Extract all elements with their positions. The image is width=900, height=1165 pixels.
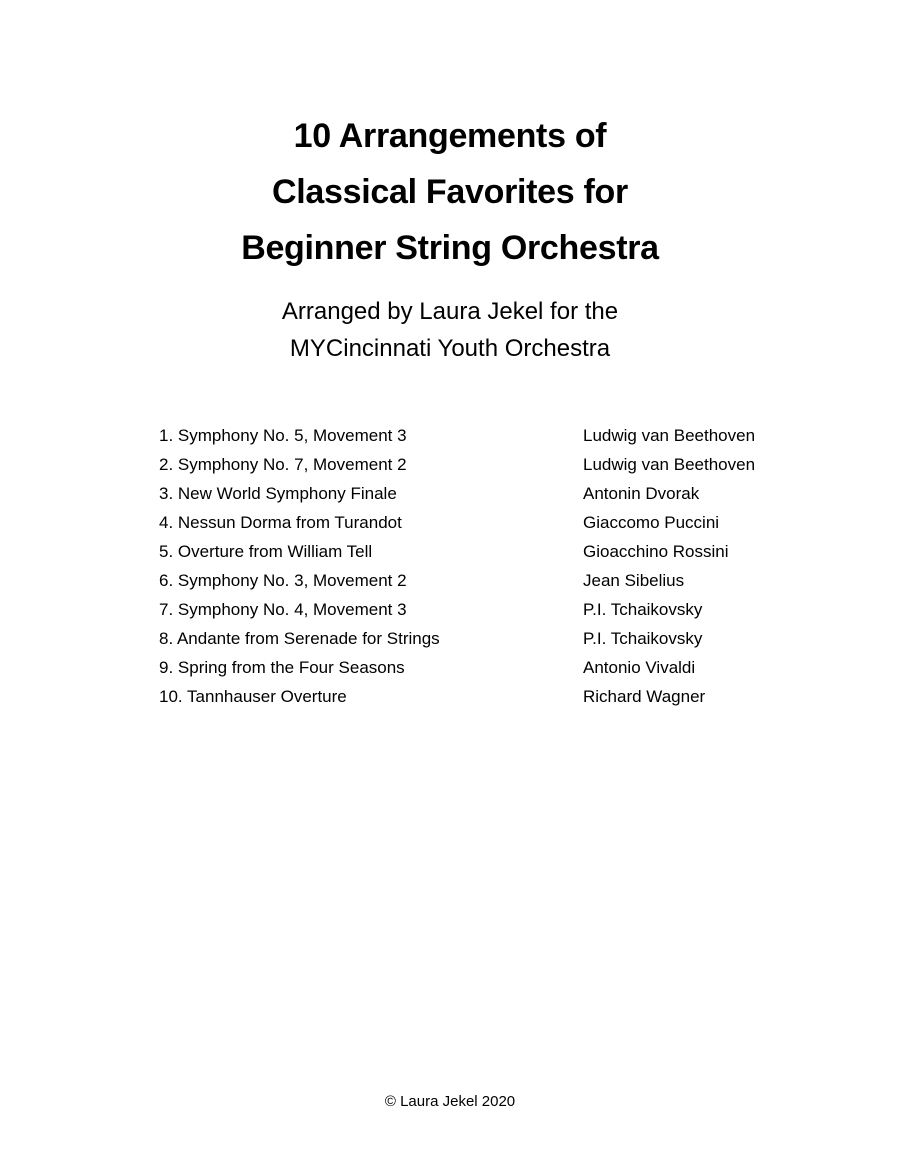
work-title: 7. Symphony No. 4, Movement 3: [159, 600, 407, 619]
work-title: 6. Symphony No. 3, Movement 2: [159, 571, 407, 590]
composer-name: Richard Wagner: [583, 687, 706, 706]
list-item: [159, 421, 799, 450]
list-item: [159, 566, 799, 595]
work-title: 2. Symphony No. 7, Movement 2: [159, 455, 407, 474]
contents-list: [159, 421, 799, 711]
list-item: [159, 653, 799, 682]
list-item: [159, 479, 799, 508]
work-title: 3. New World Symphony Finale: [159, 484, 397, 503]
list-item: [159, 595, 799, 624]
composer-name: P.I. Tchaikovsky: [583, 629, 703, 648]
composer-name: Giaccomo Puccini: [583, 513, 720, 532]
list-item: [159, 682, 799, 711]
title-line-2: Classical Favorites for: [272, 173, 628, 211]
work-title: 4. Nessun Dorma from Turandot: [159, 513, 402, 532]
title-line-1: 10 Arrangements of: [293, 117, 607, 155]
work-title: 1. Symphony No. 5, Movement 3: [159, 426, 407, 445]
composer-name: Antonio Vivaldi: [583, 658, 696, 677]
subtitle: [0, 293, 900, 367]
subtitle-line-2: MYCincinnati Youth Orchestra: [289, 335, 611, 362]
composer-name: Jean Sibelius: [583, 571, 685, 590]
work-title: 10. Tannhauser Overture: [159, 687, 347, 706]
composer-name: Gioacchino Rossini: [583, 542, 729, 561]
list-item: [159, 508, 799, 537]
work-title: 5. Overture from William Tell: [159, 542, 373, 561]
list-item: [159, 537, 799, 566]
page-title: [0, 108, 900, 276]
list-item: [159, 450, 799, 479]
work-title: 9. Spring from the Four Seasons: [159, 658, 405, 677]
subtitle-line-1: Arranged by Laura Jekel for the: [281, 298, 619, 325]
title-line-3: Beginner String Orchestra: [241, 229, 659, 267]
composer-name: Ludwig van Beethoven: [583, 455, 756, 474]
work-title: 8. Andante from Serenade for Strings: [159, 629, 440, 648]
list-item: [159, 624, 799, 653]
composer-name: P.I. Tchaikovsky: [583, 600, 703, 619]
composer-name: Ludwig van Beethoven: [583, 426, 756, 445]
composer-name: Antonin Dvorak: [583, 484, 700, 503]
copyright-footer: © Laura Jekel 2020: [384, 1093, 516, 1110]
